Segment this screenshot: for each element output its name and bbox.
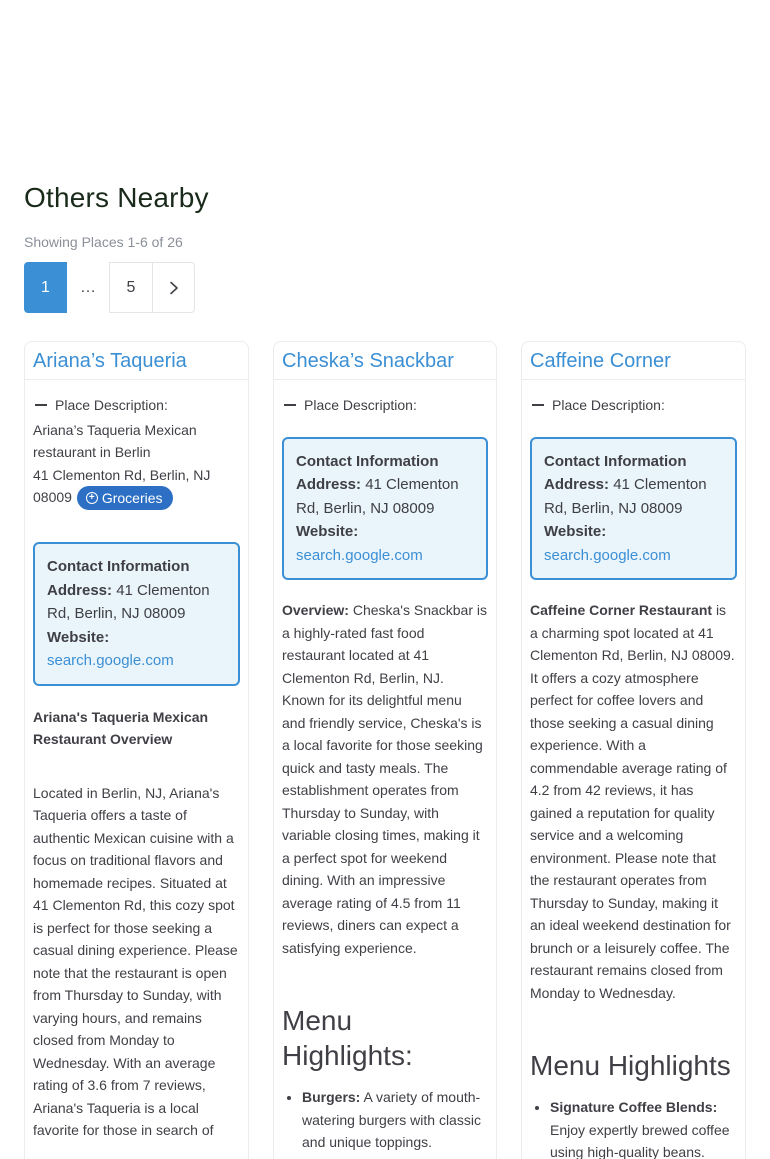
place-title-link[interactable]: Ariana’s Taqueria — [25, 342, 248, 380]
address-row — [544, 473, 723, 520]
address-label: Address: — [47, 581, 113, 599]
website-link[interactable]: search.google.com — [47, 652, 174, 670]
overview-text — [530, 599, 737, 1004]
section-title: Others Nearby — [24, 182, 209, 213]
overview-heading: Ariana's Taqueria Mexican Restaurant Overview — [33, 708, 209, 748]
menu-item-text: Enjoy expertly brewed coffee using high-quality beans. — [550, 1121, 730, 1159]
menu-item-label: Burgers: — [302, 1089, 361, 1105]
overview-label: Overview: — [282, 602, 349, 618]
menu-item-text: A variety of mouth-watering burgers with classic and unique toppings. — [302, 1089, 481, 1150]
website-row — [544, 520, 723, 544]
website-label: Website: — [47, 628, 110, 646]
chevron-right-icon — [167, 281, 181, 295]
overview-text — [282, 599, 488, 959]
menu-item — [302, 1086, 488, 1154]
website-label: Website: — [544, 523, 607, 540]
category-tag[interactable] — [77, 486, 173, 510]
overview-body: Cheska's Snackbar is a highly-rated fast food restaurant located at 41 Clementon Rd, Berlin, NJ. Known for its delightful menu and friendly service, Cheska's is a local favorite for those seeking quick and tasty meals. The establishment operates from Thursday to Sunday, with variable closing times, making it a perfect spot for weekend dining. With an impressive average rating of 4.5 from 11 reviews, diners can expect a satisfying experience. — [282, 602, 488, 956]
category-tag-label: Groceries — [101, 490, 163, 507]
minus-icon — [284, 404, 296, 406]
address-value: 41 Clementon Rd, Berlin, NJ 08009 — [47, 581, 210, 623]
place-card — [273, 341, 497, 1159]
place-card — [521, 341, 746, 1159]
menu-list — [282, 1086, 488, 1154]
description-toggle[interactable] — [282, 394, 488, 417]
website-label: Website: — [296, 523, 359, 540]
menu-item-label: Signature Coffee Blends: — [550, 1099, 718, 1115]
menu-highlights-heading: Menu Highlights: — [282, 1005, 413, 1071]
page-1-button[interactable]: 1 — [24, 262, 67, 313]
contact-info-title: Contact Information — [296, 452, 439, 470]
address-value: 41 Clementon Rd, Berlin, NJ 08009 — [544, 476, 707, 517]
place-title-link[interactable]: Cheska’s Snackbar — [274, 342, 496, 380]
place-description — [33, 419, 240, 511]
menu-list — [530, 1096, 737, 1159]
contact-info-box — [33, 542, 240, 686]
description-label: Place Description: — [55, 397, 168, 413]
menu-item — [550, 1096, 737, 1159]
description-label: Place Description: — [304, 397, 417, 413]
address-label: Address: — [544, 476, 610, 493]
menu-highlights-heading: Menu Highlights — [530, 1050, 731, 1081]
description-label: Place Description: — [552, 397, 665, 413]
plus-circle-icon: + — [86, 492, 98, 504]
address-value: 41 Clementon Rd, Berlin, NJ 08009 — [296, 476, 459, 517]
contact-info-title: Contact Information — [47, 558, 190, 576]
page-5-button[interactable]: 5 — [109, 262, 152, 313]
website-link[interactable]: search.google.com — [544, 546, 671, 564]
minus-icon — [532, 404, 544, 406]
overview-label: Caffeine Corner Restaurant — [530, 602, 713, 618]
minus-icon — [35, 404, 47, 406]
overview-body: is a charming spot located at 41 Clementon Rd, Berlin, NJ 08009. It offers a cozy atmosphere perfect for coffee lovers and those seeking a casual dining experience. With a commendable average rating of 4.2 from 42 reviews, it has gained a reputation for quality service and a welcoming environment. Please note that the restaurant operates from Thursday to Sunday, making it an ideal weekend destination for brunch or a leisurely coffee. The restaurant remains closed from Monday to Wednesday. — [530, 602, 735, 1001]
website-row — [47, 626, 226, 650]
website-link[interactable]: search.google.com — [296, 546, 423, 564]
address-label: Address: — [296, 476, 362, 493]
next-page-button[interactable] — [152, 262, 195, 313]
results-count: Showing Places 1-6 of 26 — [24, 234, 183, 250]
address-row — [47, 579, 226, 626]
description-address — [33, 464, 240, 511]
description-line: Ariana’s Taqueria Mexican restaurant in Berlin — [33, 421, 197, 460]
contact-info-title: Contact Information — [544, 452, 687, 470]
description-address-text: 41 Clementon Rd, Berlin, NJ 08009 — [33, 466, 211, 505]
contact-info-box — [530, 437, 737, 581]
page-ellipsis: … — [67, 262, 109, 313]
website-row — [296, 520, 474, 544]
overview-text: Located in Berlin, NJ, Ariana's Taqueria offers a taste of authentic Mexican cuisine with a focus on traditional flavors and homemade recipes. Situated at 41 Clementon Rd, this cozy spot is perfect for those seeking a casual dining experience. Please note that the restaurant is open from Thursday to Sunday, with varying hours, and remains closed from Monday to Wednesday. With an average rating of 3.6 from 7 reviews, Ariana's Taqueria is a local favorite for those in search of — [33, 784, 238, 1139]
contact-info-box — [282, 437, 488, 581]
place-card — [24, 341, 249, 1159]
description-toggle[interactable] — [530, 394, 737, 417]
pagination — [24, 262, 195, 313]
place-title-link[interactable]: Caffeine Corner — [522, 342, 745, 380]
description-toggle[interactable] — [33, 394, 240, 417]
address-row — [296, 473, 474, 520]
